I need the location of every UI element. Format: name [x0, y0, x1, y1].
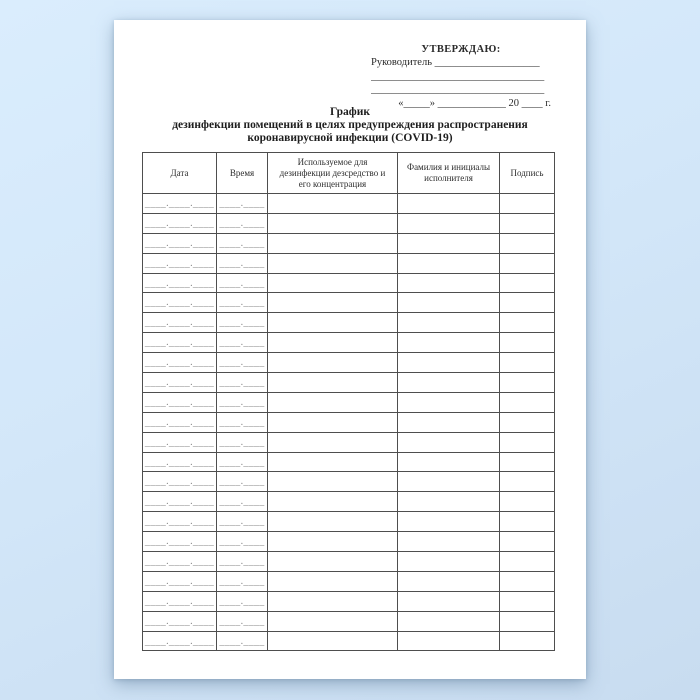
- time-cell: ____.____: [217, 333, 268, 353]
- date-cell: ____.____.____: [143, 571, 217, 591]
- disinfectant-cell: [268, 313, 398, 333]
- signature-cell: [500, 233, 555, 253]
- table-row: [143, 313, 555, 333]
- table-header-row: [143, 153, 555, 194]
- header-signature: Подпись: [500, 153, 555, 194]
- date-cell: ____.____.____: [143, 631, 217, 651]
- time-cell: ____.____: [217, 611, 268, 631]
- table-row: [143, 213, 555, 233]
- disinfectant-cell: [268, 333, 398, 353]
- time-cell: ____.____: [217, 293, 268, 313]
- date-cell: ____.____.____: [143, 213, 217, 233]
- disinfectant-cell: [268, 373, 398, 393]
- table-row: [143, 293, 555, 313]
- time-cell: ____.____: [217, 432, 268, 452]
- table-row: [143, 591, 555, 611]
- disinfectant-cell: [268, 512, 398, 532]
- signature-cell: [500, 591, 555, 611]
- table-row: [143, 432, 555, 452]
- signature-cell: [500, 512, 555, 532]
- table-row: [143, 194, 555, 214]
- executor-cell: [398, 213, 500, 233]
- executor-cell: [398, 313, 500, 333]
- date-cell: ____.____.____: [143, 432, 217, 452]
- table-row: [143, 273, 555, 293]
- signature-cell: [500, 353, 555, 373]
- disinfectant-cell: [268, 392, 398, 412]
- executor-cell: [398, 273, 500, 293]
- disinfectant-cell: [268, 213, 398, 233]
- disinfectant-cell: [268, 492, 398, 512]
- executor-cell: [398, 253, 500, 273]
- time-cell: ____.____: [217, 472, 268, 492]
- disinfectant-cell: [268, 293, 398, 313]
- table-row: [143, 392, 555, 412]
- time-cell: ____.____: [217, 591, 268, 611]
- header-executor: Фамилия и инициалы исполнителя: [398, 153, 500, 194]
- executor-cell: [398, 373, 500, 393]
- time-cell: ____.____: [217, 631, 268, 651]
- date-cell: ____.____.____: [143, 512, 217, 532]
- disinfectant-cell: [268, 591, 398, 611]
- table-row: [143, 452, 555, 472]
- signature-cell: [500, 552, 555, 572]
- date-cell: ____.____.____: [143, 532, 217, 552]
- signature-cell: [500, 373, 555, 393]
- disinfectant-cell: [268, 532, 398, 552]
- executor-cell: [398, 233, 500, 253]
- signature-cell: [500, 532, 555, 552]
- table-row: [143, 552, 555, 572]
- table-body: [143, 194, 555, 651]
- time-cell: ____.____: [217, 213, 268, 233]
- time-cell: ____.____: [217, 273, 268, 293]
- date-cell: ____.____.____: [143, 273, 217, 293]
- table-row: [143, 373, 555, 393]
- signature-cell: [500, 333, 555, 353]
- document-title: [114, 106, 586, 146]
- time-cell: ____.____: [217, 532, 268, 552]
- disinfectant-cell: [268, 253, 398, 273]
- signature-cell: [500, 611, 555, 631]
- table-row: [143, 412, 555, 432]
- disinfectant-cell: [268, 571, 398, 591]
- signature-cell: [500, 392, 555, 412]
- table-row: [143, 333, 555, 353]
- executor-cell: [398, 571, 500, 591]
- signature-cell: [500, 213, 555, 233]
- executor-cell: [398, 472, 500, 492]
- executor-cell: [398, 293, 500, 313]
- approval-date-line: «_____» _____________ 20 ____ г.: [398, 97, 551, 109]
- date-cell: ____.____.____: [143, 392, 217, 412]
- disinfectant-cell: [268, 452, 398, 472]
- executor-cell: [398, 452, 500, 472]
- table-row: [143, 492, 555, 512]
- date-cell: ____.____.____: [143, 194, 217, 214]
- date-cell: ____.____.____: [143, 253, 217, 273]
- signature-cell: [500, 253, 555, 273]
- signature-cell: [500, 273, 555, 293]
- approve-label: УТВЕРЖДАЮ:: [421, 44, 501, 55]
- signature-cell: [500, 631, 555, 651]
- disinfectant-cell: [268, 631, 398, 651]
- table-row: [143, 532, 555, 552]
- time-cell: ____.____: [217, 452, 268, 472]
- executor-cell: [398, 194, 500, 214]
- title-line-2: дезинфекции помещений в целях предупреждения распространения: [172, 119, 528, 132]
- disinfectant-cell: [268, 432, 398, 452]
- table-row: [143, 611, 555, 631]
- signature-cell: [500, 194, 555, 214]
- title-line-3: коронавирусной инфекции (COVID-19): [247, 132, 453, 145]
- date-cell: ____.____.____: [143, 412, 217, 432]
- header-time: Время: [217, 153, 268, 194]
- executor-cell: [398, 432, 500, 452]
- signature-cell: [500, 313, 555, 333]
- signature-cell: [500, 412, 555, 432]
- signature-cell: [500, 472, 555, 492]
- executor-cell: [398, 333, 500, 353]
- blank-line-2: _________________________________: [371, 84, 545, 96]
- time-cell: ____.____: [217, 392, 268, 412]
- executor-cell: [398, 392, 500, 412]
- header-disinfectant: Используемое для дезинфекции дезсредство и его концентрация: [268, 153, 398, 194]
- time-cell: ____.____: [217, 412, 268, 432]
- time-cell: ____.____: [217, 492, 268, 512]
- date-cell: ____.____.____: [143, 611, 217, 631]
- date-cell: ____.____.____: [143, 293, 217, 313]
- leader-line: Руководитель ____________________: [371, 57, 540, 69]
- date-cell: ____.____.____: [143, 313, 217, 333]
- time-cell: ____.____: [217, 353, 268, 373]
- date-cell: ____.____.____: [143, 333, 217, 353]
- executor-cell: [398, 512, 500, 532]
- signature-cell: [500, 452, 555, 472]
- approval-block: [371, 43, 551, 110]
- document-page: [114, 20, 586, 679]
- table-row: [143, 353, 555, 373]
- executor-cell: [398, 591, 500, 611]
- executor-cell: [398, 353, 500, 373]
- disinfectant-cell: [268, 412, 398, 432]
- date-cell: ____.____.____: [143, 353, 217, 373]
- time-cell: ____.____: [217, 552, 268, 572]
- table-row: [143, 472, 555, 492]
- disinfectant-cell: [268, 552, 398, 572]
- signature-cell: [500, 432, 555, 452]
- time-cell: ____.____: [217, 233, 268, 253]
- time-cell: ____.____: [217, 313, 268, 333]
- executor-cell: [398, 631, 500, 651]
- date-cell: ____.____.____: [143, 452, 217, 472]
- executor-cell: [398, 492, 500, 512]
- signature-cell: [500, 293, 555, 313]
- blank-line-1: _________________________________: [371, 70, 545, 82]
- table-row: [143, 631, 555, 651]
- disinfectant-cell: [268, 611, 398, 631]
- signature-cell: [500, 571, 555, 591]
- table-row: [143, 512, 555, 532]
- time-cell: ____.____: [217, 253, 268, 273]
- time-cell: ____.____: [217, 512, 268, 532]
- table-row: [143, 233, 555, 253]
- date-cell: ____.____.____: [143, 552, 217, 572]
- date-cell: ____.____.____: [143, 591, 217, 611]
- disinfectant-cell: [268, 194, 398, 214]
- disinfection-schedule-table: [142, 152, 555, 651]
- table-row: [143, 571, 555, 591]
- executor-cell: [398, 552, 500, 572]
- date-cell: ____.____.____: [143, 492, 217, 512]
- executor-cell: [398, 412, 500, 432]
- time-cell: ____.____: [217, 194, 268, 214]
- executor-cell: [398, 532, 500, 552]
- disinfectant-cell: [268, 233, 398, 253]
- time-cell: ____.____: [217, 571, 268, 591]
- date-cell: ____.____.____: [143, 373, 217, 393]
- executor-cell: [398, 611, 500, 631]
- time-cell: ____.____: [217, 373, 268, 393]
- disinfectant-cell: [268, 273, 398, 293]
- date-cell: ____.____.____: [143, 233, 217, 253]
- header-date: Дата: [143, 153, 217, 194]
- title-line-1: График: [330, 106, 370, 118]
- disinfectant-cell: [268, 353, 398, 373]
- disinfectant-cell: [268, 472, 398, 492]
- date-cell: ____.____.____: [143, 472, 217, 492]
- table-row: [143, 253, 555, 273]
- signature-cell: [500, 492, 555, 512]
